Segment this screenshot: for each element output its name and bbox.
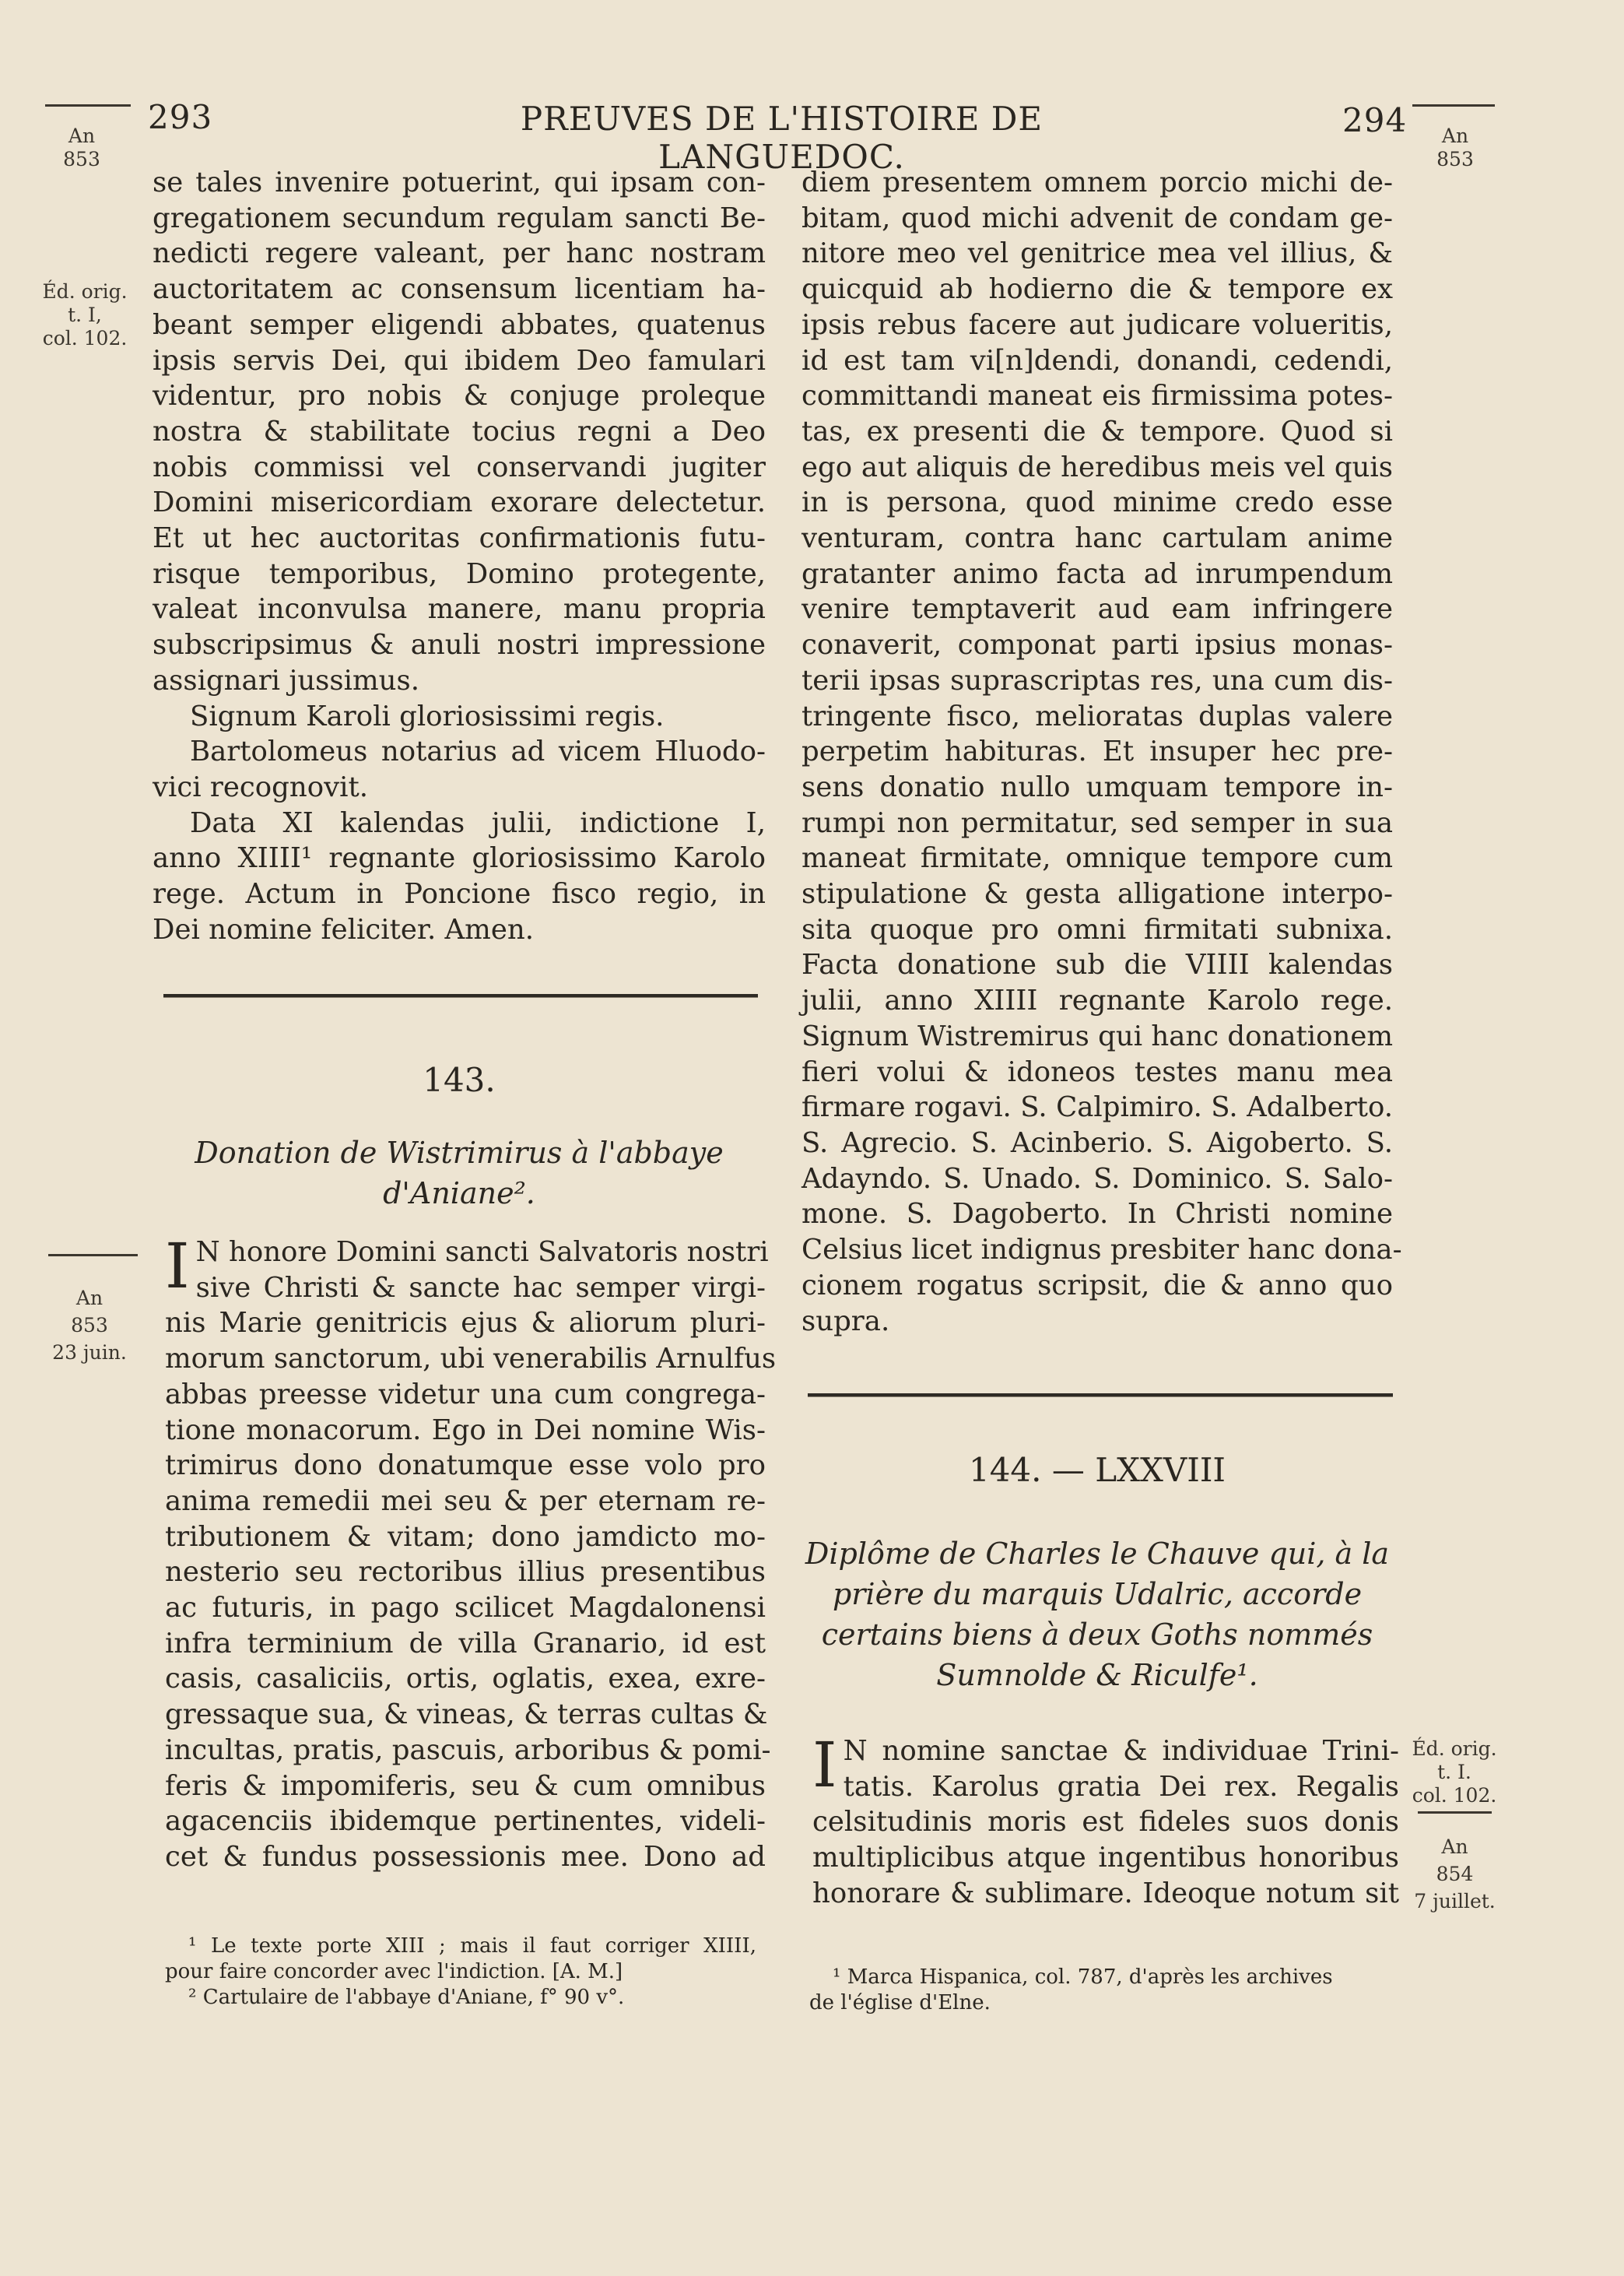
margin-edition-right: Éd. orig. t. I. col. 102. bbox=[1412, 1737, 1497, 1807]
text-line: casis, casaliciis, ortis, oglatis, exea, exre- bbox=[165, 1663, 766, 1695]
footnote-line: ² Cartulaire de l'abbaye d'Aniane, f° 90 v°. bbox=[188, 1986, 625, 2009]
signum-line: Signum Karoli gloriosissimi regis. bbox=[190, 700, 665, 732]
text-line: bitam, quod michi advenit de condam ge- bbox=[801, 202, 1393, 234]
text-line: assignari jussimus. bbox=[153, 664, 420, 697]
text-line: fieri volui & idoneos testes manu mea bbox=[801, 1055, 1393, 1088]
text-line: tringente fisco, melioratas duplas valere bbox=[801, 700, 1393, 732]
text-line: tributionem & vitam; dono jamdicto mo- bbox=[165, 1520, 766, 1553]
text-line: anno XIIII¹ regnante gloriosissimo Karolo bbox=[153, 842, 766, 875]
text-line: id est tam vi[n]dendi, donandi, cedendi, bbox=[801, 344, 1393, 377]
margin-year-right-bottom: An 854 7 juillet. bbox=[1414, 1835, 1496, 1912]
text-line: Bartolomeus notarius ad vicem Hluodo- bbox=[190, 736, 766, 768]
text-line: conaverit, componat parti ipsius monas- bbox=[801, 629, 1393, 662]
text-line: nis Marie genitricis ejus & aliorum pluri- bbox=[165, 1307, 766, 1340]
text-line: venire temptaverit aud eam infringere bbox=[801, 593, 1393, 626]
text-line: risque temporibus, Domino protegente, bbox=[153, 557, 766, 590]
text-line: agacenciis ibidemque pertinentes, videli- bbox=[165, 1805, 766, 1838]
text-line: committandi maneat eis firmissima potes- bbox=[801, 380, 1393, 413]
page-number-right: 294 bbox=[1342, 101, 1408, 139]
margin-year-left-mid: An 853 23 juin. bbox=[52, 1287, 127, 1364]
text-line: rumpi non permitatur, sed semper in sua bbox=[801, 806, 1393, 839]
text-line: cionem rogatus scripsit, die & anno quo bbox=[801, 1269, 1393, 1301]
text-line: cet & fundus possessionis mee. Dono ad bbox=[165, 1840, 766, 1873]
text-line: mone. S. Dagoberto. In Christi nomine bbox=[801, 1198, 1393, 1231]
margin-rule-left-mid bbox=[48, 1254, 138, 1256]
left-continuation bbox=[153, 165, 766, 947]
charter-body-right bbox=[812, 1729, 1399, 1912]
text-line: perpetim habituras. Et insuper hec pre- bbox=[801, 736, 1393, 768]
right-continuation bbox=[801, 165, 1402, 1339]
text-line: N nomine sanctae & individuae Trini- bbox=[843, 1735, 1399, 1767]
text-line: ac futuris, in pago scilicet Magdalonensi bbox=[165, 1592, 766, 1624]
text-line: anima remedii mei seu & per eternam re- bbox=[165, 1484, 766, 1517]
section-separator bbox=[163, 994, 758, 998]
footnote-line: de l'église d'Elne. bbox=[809, 1991, 991, 2014]
title-line: d'Aniane². bbox=[383, 1176, 535, 1210]
text-line: feris & impomiferis, seu & cum omnibus bbox=[165, 1769, 766, 1802]
text-line: tas, ex presenti die & tempore. Quod si bbox=[801, 415, 1393, 448]
text-line: Domini misericordiam exorare delectetur. bbox=[153, 486, 766, 519]
text-line: terii ipsas suprascriptas res, una cum dis- bbox=[801, 664, 1393, 697]
text-line: quicquid ab hodierno die & tempore ex bbox=[801, 273, 1393, 306]
text-line: honorare & sublimare. Ideoque notum sit bbox=[812, 1877, 1399, 1909]
text-line: in is persona, quod minime credo esse bbox=[801, 486, 1393, 519]
margin-edition-left: Éd. orig. t. I, col. 102. bbox=[42, 280, 128, 349]
charter-number: 143. bbox=[423, 1061, 496, 1099]
text-line: nesterio seu rectoribus illius presentibus bbox=[165, 1556, 766, 1589]
title-line: Donation de Wistrimirus à l'abbaye bbox=[195, 1136, 724, 1170]
section-separator bbox=[808, 1393, 1393, 1397]
title-line: prière du marquis Udalric, accorde bbox=[832, 1577, 1363, 1611]
page-number-left: 293 bbox=[148, 98, 213, 136]
text-line: multiplicibus atque ingentibus honoribus bbox=[812, 1842, 1399, 1874]
footnotes-right bbox=[809, 1965, 1401, 2016]
text-line: julii, anno XIIII regnante Karolo rege. bbox=[801, 985, 1393, 1017]
text-line: Celsius licet indignus presbiter hanc dona- bbox=[801, 1234, 1402, 1266]
charter-number: 144. — LXXVIII bbox=[968, 1451, 1226, 1489]
text-line: trimirus dono donatumque esse volo pro bbox=[165, 1449, 766, 1482]
margin-year-left-top: An 853 bbox=[63, 125, 100, 170]
charter-body-left bbox=[165, 1230, 777, 1875]
title-line: certains biens à deux Goths nommés bbox=[821, 1617, 1373, 1652]
footnote-line: ¹ Marca Hispanica, col. 787, d'après les archives bbox=[833, 1965, 1333, 1989]
text-line: incultas, pratis, pascuis, arboribus & pomi- bbox=[165, 1733, 771, 1766]
text-line: gressaque sua, & vineas, & terras cultas & bbox=[165, 1698, 768, 1731]
text-line: sita quoque pro omni firmitati subnixa. bbox=[801, 913, 1393, 946]
header-rule-left bbox=[45, 104, 131, 107]
margin-rule-right-bottom bbox=[1418, 1811, 1492, 1814]
text-line: Data XI kalendas julii, indictione I, bbox=[190, 806, 766, 839]
text-line: subscripsimus & anuli nostri impressione bbox=[153, 629, 766, 662]
text-line: gratanter animo facta ad inrumpendum bbox=[801, 557, 1393, 590]
drop-capital: I bbox=[812, 1729, 837, 1801]
text-line: gregationem secundum regulam sancti Be- bbox=[153, 202, 766, 234]
text-line: venturam, contra hanc cartulam anime bbox=[801, 522, 1393, 555]
text-line: morum sanctorum, ubi venerabilis Arnulfus bbox=[165, 1343, 777, 1375]
footnote-line: ¹ Le texte porte XIII ; mais il faut corriger XIIII, bbox=[188, 1934, 756, 1958]
drop-capital: I bbox=[165, 1230, 190, 1302]
text-line: nobis commissi vel conservandi jugiter bbox=[153, 451, 766, 483]
text-line: abbas preesse videtur una cum congrega- bbox=[165, 1378, 766, 1410]
page-title: PREUVES DE L'HISTOIRE DE LANGUEDOC. bbox=[520, 100, 1043, 176]
text-line: sive Christi & sancte hac semper virgi- bbox=[195, 1271, 766, 1304]
text-line: maneat firmitate, omnique tempore cum bbox=[801, 842, 1393, 875]
text-line: videntur, pro nobis & conjuge proleque bbox=[153, 380, 766, 413]
text-line: auctoritatem ac consensum licentiam ha- bbox=[153, 273, 766, 306]
text-line: nostra & stabilitate tocius regni a Deo bbox=[153, 415, 766, 448]
text-line: Et ut hec auctoritas confirmationis futu- bbox=[153, 522, 766, 555]
charter-title bbox=[153, 1133, 766, 1214]
text-line: se tales invenire potuerint, qui ipsam con- bbox=[153, 167, 766, 198]
text-line: S. Agrecio. S. Acinberio. S. Aigoberto. S. bbox=[801, 1126, 1393, 1159]
text-line: Dei nomine feliciter. Amen. bbox=[153, 913, 534, 946]
footnote-line: pour faire concorder avec l'indiction. [A. M.] bbox=[165, 1960, 623, 1983]
text-line: N honore Domini sancti Salvatoris nostri bbox=[195, 1236, 769, 1268]
text-line: Facta donatione sub die VIIII kalendas bbox=[801, 949, 1393, 982]
text-line: supra. bbox=[801, 1305, 890, 1337]
text-line: stipulatione & gesta alligatione interpo- bbox=[801, 878, 1393, 911]
text-line: sens donatio nullo umquam tempore in- bbox=[801, 771, 1393, 803]
text-line: vici recognovit. bbox=[153, 771, 369, 803]
title-line: Sumnolde & Riculfe¹. bbox=[936, 1658, 1258, 1692]
header-rule-right bbox=[1412, 104, 1495, 107]
text-line: nedicti regere valeant, per hanc nostram bbox=[153, 237, 766, 270]
text-line: infra terminium de villa Granario, id est bbox=[165, 1627, 766, 1660]
text-line: ego aut aliquis de heredibus meis vel quis bbox=[801, 451, 1393, 483]
text-line: Signum Wistremirus qui hanc donationem bbox=[801, 1020, 1394, 1052]
text-line: diem presentem omnem porcio michi de- bbox=[801, 167, 1393, 198]
charter-title bbox=[801, 1533, 1393, 1695]
text-line: ipsis servis Dei, qui ibidem Deo famulari bbox=[153, 344, 766, 377]
text-line: beant semper eligendi abbates, quatenus bbox=[153, 308, 766, 341]
margin-year-right-top: An 853 bbox=[1436, 125, 1474, 170]
text-line: valeat inconvulsa manere, manu propria bbox=[153, 593, 766, 626]
text-line: ipsis rebus facere aut judicare volueritis, bbox=[801, 308, 1393, 341]
text-line: tione monacorum. Ego in Dei nomine Wis- bbox=[165, 1414, 766, 1446]
text-line: celsitudinis moris est fideles suos donis bbox=[812, 1806, 1399, 1839]
text-line: tatis. Karolus gratia Dei rex. Regalis bbox=[843, 1770, 1399, 1803]
text-line: firmare rogavi. S. Calpimiro. S. Adalberto. bbox=[801, 1091, 1393, 1124]
footnotes-left bbox=[165, 1934, 756, 2011]
text-line: Adayndo. S. Unado. S. Dominico. S. Salo- bbox=[801, 1162, 1393, 1195]
text-line: rege. Actum in Poncione fisco regio, in bbox=[153, 878, 766, 911]
title-line: Diplôme de Charles le Chauve qui, à la bbox=[805, 1537, 1390, 1571]
text-line: nitore meo vel genitrice mea vel illius, & bbox=[801, 237, 1393, 270]
